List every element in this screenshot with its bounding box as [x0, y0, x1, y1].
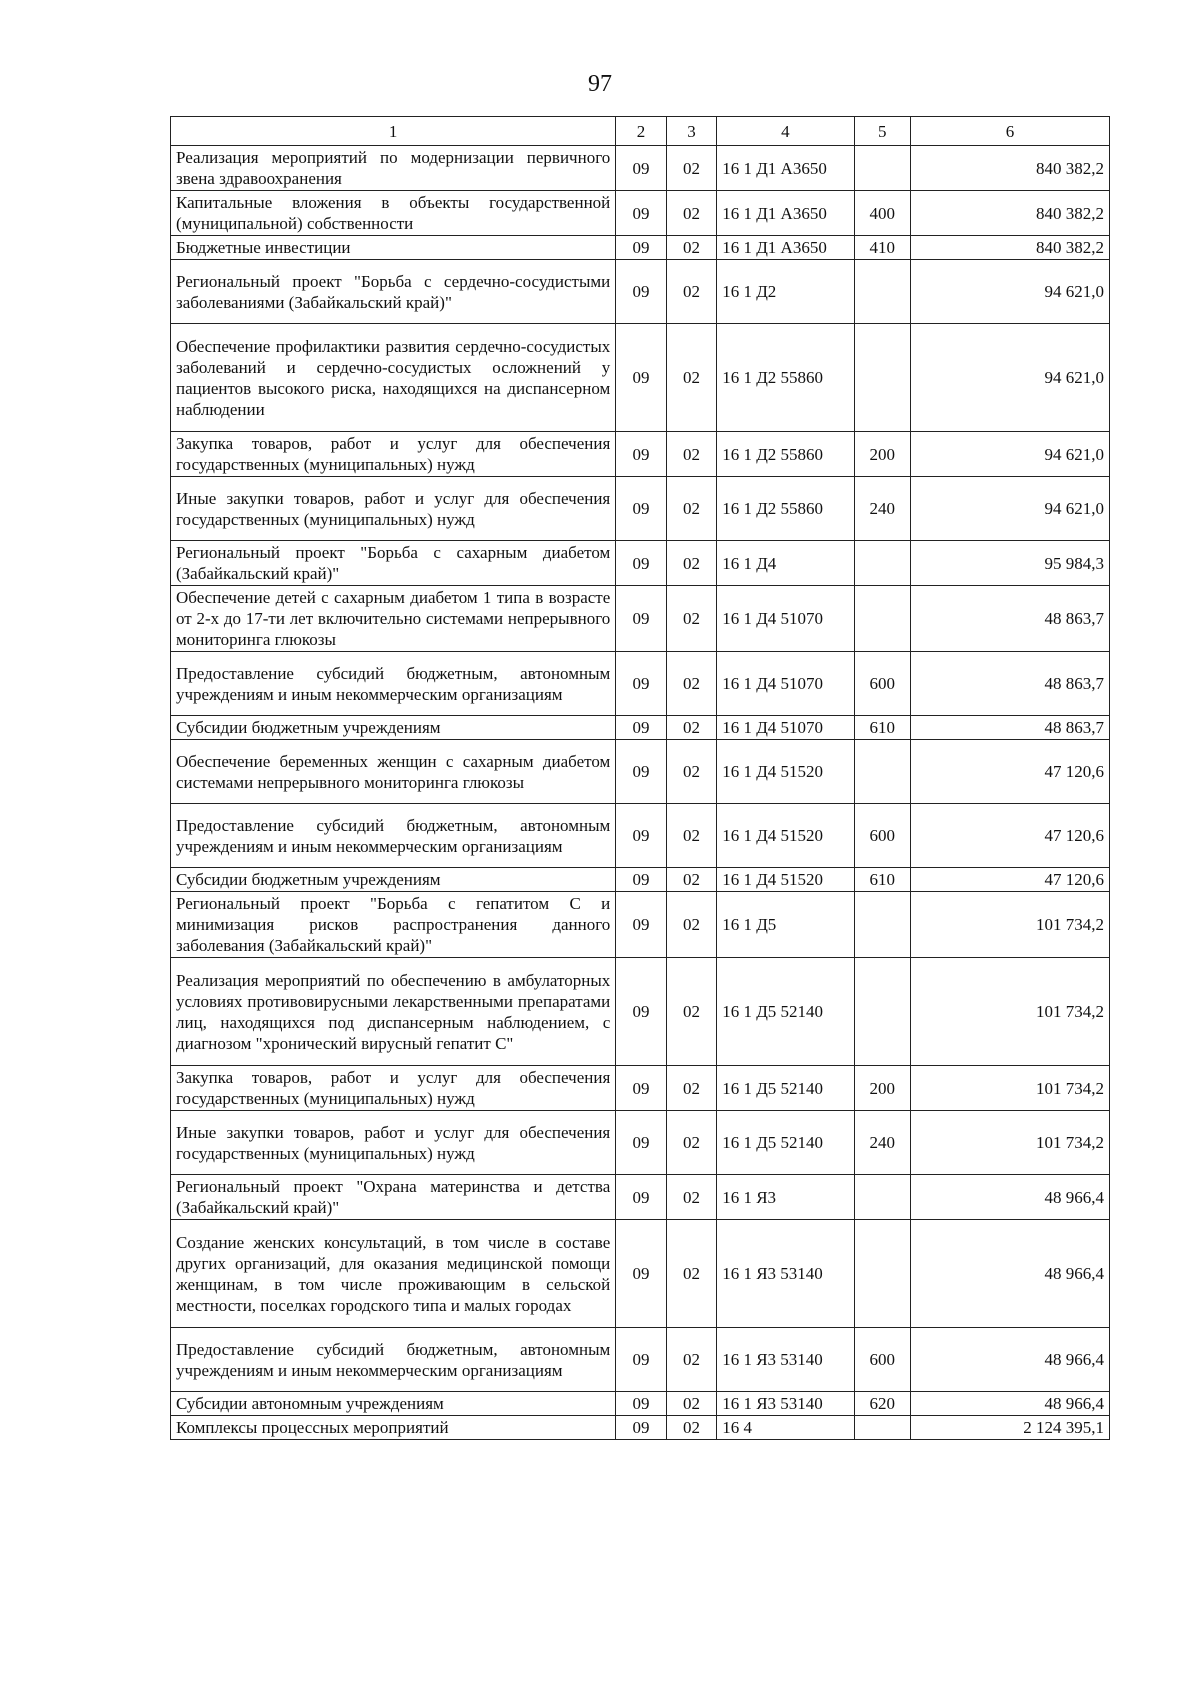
cell-name: Предоставление субсидий бюджетным, автономным учреждениям и иным некоммерческим организациям: [171, 652, 616, 716]
cell-target-code: 16 1 Д4 51070: [717, 586, 854, 652]
cell-name: Обеспечение беременных женщин с сахарным диабетом системами непрерывного мониторинга глюкозы: [171, 740, 616, 804]
cell-subsection: 02: [666, 236, 716, 260]
cell-section: 09: [616, 260, 666, 324]
cell-subsection: 02: [666, 260, 716, 324]
cell-section: 09: [616, 1066, 666, 1111]
cell-target-code: 16 1 Д2: [717, 260, 854, 324]
cell-subsection: 02: [666, 1066, 716, 1111]
cell-name: Иные закупки товаров, работ и услуг для обеспечения государственных (муниципальных) нужд: [171, 1111, 616, 1175]
table-row: [171, 716, 1110, 740]
cell-expense-type: [854, 586, 911, 652]
cell-subsection: 02: [666, 804, 716, 868]
cell-target-code: 16 1 Д4 51070: [717, 716, 854, 740]
cell-target-code: 16 1 Д5 52140: [717, 1066, 854, 1111]
cell-name: Комплексы процессных мероприятий: [171, 1416, 616, 1440]
cell-expense-type: 200: [854, 1066, 911, 1111]
cell-section: 09: [616, 324, 666, 432]
cell-name: Региональный проект "Борьба с сахарным диабетом (Забайкальский край)": [171, 541, 616, 586]
cell-expense-type: [854, 260, 911, 324]
cell-expense-type: 600: [854, 804, 911, 868]
cell-subsection: 02: [666, 652, 716, 716]
cell-subsection: 02: [666, 541, 716, 586]
cell-name: Бюджетные инвестиции: [171, 236, 616, 260]
cell-subsection: 02: [666, 1220, 716, 1328]
cell-expense-type: [854, 740, 911, 804]
cell-amount: 47 120,6: [911, 804, 1110, 868]
cell-amount: 101 734,2: [911, 958, 1110, 1066]
cell-name: Субсидии бюджетным учреждениям: [171, 716, 616, 740]
cell-expense-type: 200: [854, 432, 911, 477]
cell-target-code: 16 1 Я3: [717, 1175, 854, 1220]
cell-section: 09: [616, 1328, 666, 1392]
header-col-2: 2: [616, 117, 666, 146]
table-row: [171, 477, 1110, 541]
cell-section: 09: [616, 1220, 666, 1328]
table-row: [171, 1175, 1110, 1220]
cell-subsection: 02: [666, 716, 716, 740]
cell-amount: 94 621,0: [911, 432, 1110, 477]
cell-amount: 94 621,0: [911, 477, 1110, 541]
table-row: [171, 324, 1110, 432]
table-row: [171, 236, 1110, 260]
header-col-4: 4: [717, 117, 854, 146]
cell-expense-type: 610: [854, 716, 911, 740]
cell-name: Закупка товаров, работ и услуг для обеспечения государственных (муниципальных) нужд: [171, 1066, 616, 1111]
cell-name: Региональный проект "Охрана материнства и детства (Забайкальский край)": [171, 1175, 616, 1220]
budget-table: [170, 116, 1110, 1440]
cell-subsection: 02: [666, 477, 716, 541]
cell-name: Субсидии бюджетным учреждениям: [171, 868, 616, 892]
cell-amount: 48 966,4: [911, 1328, 1110, 1392]
cell-expense-type: [854, 1220, 911, 1328]
cell-amount: 48 966,4: [911, 1175, 1110, 1220]
cell-section: 09: [616, 1416, 666, 1440]
table-row: [171, 1066, 1110, 1111]
cell-expense-type: 400: [854, 191, 911, 236]
cell-amount: 48 966,4: [911, 1392, 1110, 1416]
cell-target-code: 16 1 Я3 53140: [717, 1220, 854, 1328]
cell-amount: 101 734,2: [911, 1066, 1110, 1111]
table-body: [171, 146, 1110, 1440]
table-row: [171, 1220, 1110, 1328]
cell-name: Предоставление субсидий бюджетным, автономным учреждениям и иным некоммерческим организациям: [171, 1328, 616, 1392]
cell-target-code: 16 1 Я3 53140: [717, 1392, 854, 1416]
cell-target-code: 16 4: [717, 1416, 854, 1440]
cell-section: 09: [616, 477, 666, 541]
cell-section: 09: [616, 191, 666, 236]
cell-expense-type: 600: [854, 652, 911, 716]
cell-expense-type: [854, 146, 911, 191]
cell-target-code: 16 1 Д2 55860: [717, 432, 854, 477]
cell-subsection: 02: [666, 146, 716, 191]
cell-target-code: 16 1 Д4 51070: [717, 652, 854, 716]
cell-name: Иные закупки товаров, работ и услуг для обеспечения государственных (муниципальных) нужд: [171, 477, 616, 541]
cell-target-code: 16 1 Д5 52140: [717, 958, 854, 1066]
table-row: [171, 432, 1110, 477]
table-row: [171, 1328, 1110, 1392]
cell-subsection: 02: [666, 324, 716, 432]
cell-target-code: 16 1 Д1 А3650: [717, 146, 854, 191]
cell-expense-type: [854, 1416, 911, 1440]
cell-target-code: 16 1 Д2 55860: [717, 477, 854, 541]
cell-amount: 2 124 395,1: [911, 1416, 1110, 1440]
cell-amount: 48 966,4: [911, 1220, 1110, 1328]
cell-expense-type: 240: [854, 1111, 911, 1175]
cell-name: Создание женских консультаций, в том числе в составе других организаций, для оказания медицинской помощи женщинам, в том числе проживающим в сельской местности, поселках городского типа и малых городах: [171, 1220, 616, 1328]
cell-name: Региональный проект "Борьба с сердечно-сосудистыми заболеваниями (Забайкальский край)": [171, 260, 616, 324]
cell-section: 09: [616, 740, 666, 804]
cell-subsection: 02: [666, 1328, 716, 1392]
cell-section: 09: [616, 146, 666, 191]
cell-section: 09: [616, 1111, 666, 1175]
cell-name: Предоставление субсидий бюджетным, автономным учреждениям и иным некоммерческим организациям: [171, 804, 616, 868]
cell-amount: 101 734,2: [911, 892, 1110, 958]
cell-section: 09: [616, 236, 666, 260]
cell-name: Реализация мероприятий по обеспечению в амбулаторных условиях противовирусными лекарственными препаратами лиц, находящихся под диспансерным наблюдением, с диагнозом "хронический вирусный гепатит С": [171, 958, 616, 1066]
cell-subsection: 02: [666, 432, 716, 477]
cell-target-code: 16 1 Д4 51520: [717, 804, 854, 868]
page-number: 97: [588, 71, 612, 97]
table-row: [171, 958, 1110, 1066]
cell-section: 09: [616, 586, 666, 652]
table-row: [171, 586, 1110, 652]
cell-section: 09: [616, 804, 666, 868]
cell-amount: 94 621,0: [911, 260, 1110, 324]
cell-name: Региональный проект "Борьба с гепатитом С и минимизация рисков распространения данного заболевания (Забайкальский край)": [171, 892, 616, 958]
cell-section: 09: [616, 716, 666, 740]
cell-section: 09: [616, 868, 666, 892]
cell-target-code: 16 1 Д4 51520: [717, 868, 854, 892]
header-col-3: 3: [666, 117, 716, 146]
cell-target-code: 16 1 Д5 52140: [717, 1111, 854, 1175]
cell-name: Обеспечение детей с сахарным диабетом 1 типа в возрасте от 2-х до 17-ти лет включительно системами непрерывного мониторинга глюкозы: [171, 586, 616, 652]
cell-amount: 840 382,2: [911, 191, 1110, 236]
cell-section: 09: [616, 958, 666, 1066]
cell-expense-type: 620: [854, 1392, 911, 1416]
cell-amount: 840 382,2: [911, 236, 1110, 260]
cell-expense-type: 610: [854, 868, 911, 892]
cell-amount: 48 863,7: [911, 586, 1110, 652]
cell-section: 09: [616, 432, 666, 477]
cell-amount: 47 120,6: [911, 740, 1110, 804]
cell-target-code: 16 1 Д1 А3650: [717, 191, 854, 236]
cell-target-code: 16 1 Д4: [717, 541, 854, 586]
cell-section: 09: [616, 892, 666, 958]
cell-expense-type: [854, 958, 911, 1066]
cell-name: Субсидии автономным учреждениям: [171, 1392, 616, 1416]
cell-amount: 48 863,7: [911, 652, 1110, 716]
header-row: [171, 117, 1110, 146]
cell-expense-type: 240: [854, 477, 911, 541]
cell-expense-type: 600: [854, 1328, 911, 1392]
table-row: [171, 804, 1110, 868]
cell-name: Закупка товаров, работ и услуг для обеспечения государственных (муниципальных) нужд: [171, 432, 616, 477]
table-row: [171, 1416, 1110, 1440]
cell-subsection: 02: [666, 1175, 716, 1220]
cell-target-code: 16 1 Д4 51520: [717, 740, 854, 804]
cell-amount: 101 734,2: [911, 1111, 1110, 1175]
cell-amount: 94 621,0: [911, 324, 1110, 432]
cell-subsection: 02: [666, 191, 716, 236]
cell-subsection: 02: [666, 868, 716, 892]
table-row: [171, 191, 1110, 236]
header-col-6: 6: [911, 117, 1110, 146]
table-row: [171, 541, 1110, 586]
table-row: [171, 740, 1110, 804]
cell-section: 09: [616, 541, 666, 586]
table-row: [171, 1392, 1110, 1416]
header-col-5: 5: [854, 117, 911, 146]
cell-subsection: 02: [666, 892, 716, 958]
cell-section: 09: [616, 1392, 666, 1416]
cell-expense-type: 410: [854, 236, 911, 260]
cell-subsection: 02: [666, 958, 716, 1066]
cell-amount: 840 382,2: [911, 146, 1110, 191]
cell-subsection: 02: [666, 740, 716, 804]
cell-amount: 95 984,3: [911, 541, 1110, 586]
cell-section: 09: [616, 1175, 666, 1220]
cell-amount: 48 863,7: [911, 716, 1110, 740]
table-row: [171, 652, 1110, 716]
cell-target-code: 16 1 Д1 А3650: [717, 236, 854, 260]
cell-subsection: 02: [666, 1416, 716, 1440]
cell-expense-type: [854, 541, 911, 586]
cell-name: Капитальные вложения в объекты государственной (муниципальной) собственности: [171, 191, 616, 236]
cell-section: 09: [616, 652, 666, 716]
cell-subsection: 02: [666, 1111, 716, 1175]
header-col-1: 1: [171, 117, 616, 146]
cell-amount: 47 120,6: [911, 868, 1110, 892]
cell-target-code: 16 1 Д2 55860: [717, 324, 854, 432]
table-row: [171, 868, 1110, 892]
cell-expense-type: [854, 324, 911, 432]
cell-subsection: 02: [666, 1392, 716, 1416]
table-row: [171, 260, 1110, 324]
table-row: [171, 892, 1110, 958]
cell-subsection: 02: [666, 586, 716, 652]
cell-target-code: 16 1 Д5: [717, 892, 854, 958]
cell-expense-type: [854, 1175, 911, 1220]
cell-name: Обеспечение профилактики развития сердечно-сосудистых заболеваний и сердечно-сосудистых осложнений у пациентов высокого риска, находящихся на диспансерном наблюдении: [171, 324, 616, 432]
table-row: [171, 146, 1110, 191]
cell-expense-type: [854, 892, 911, 958]
cell-name: Реализация мероприятий по модернизации первичного звена здравоохранения: [171, 146, 616, 191]
table-row: [171, 1111, 1110, 1175]
cell-target-code: 16 1 Я3 53140: [717, 1328, 854, 1392]
